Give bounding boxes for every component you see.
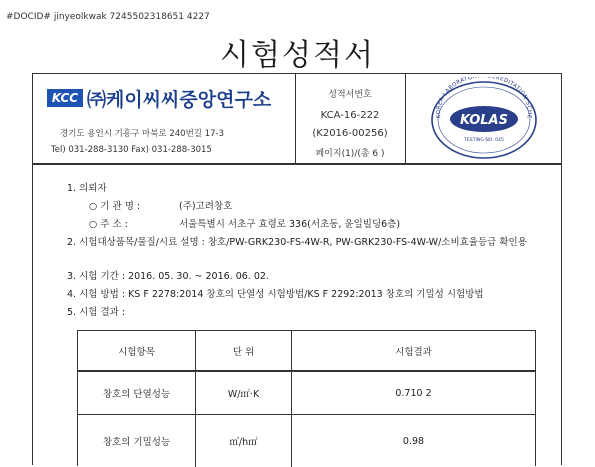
document-id: #DOCID# jinyeolkwak 7245502318651 4227 xyxy=(6,12,210,22)
client-heading: 1. 의뢰자 xyxy=(67,183,107,194)
cert-number-label: 성적서번호 xyxy=(328,90,372,100)
kolas-block xyxy=(405,74,561,163)
page-title: 시험성적서 xyxy=(220,38,375,73)
table-header-row xyxy=(78,331,535,372)
cert-number: KCA-16-222 xyxy=(320,110,380,121)
result-heading: 5. 시험 결과 : xyxy=(67,307,126,318)
header-unit: 단 위 xyxy=(196,331,292,370)
page-indicator: 페이지(1)/(총 6 ) xyxy=(315,149,385,159)
kolas-mark: KOLAS xyxy=(459,113,509,128)
address-label: ○ 주 소 : xyxy=(89,219,128,230)
org-label: ○ 기 관 명 : xyxy=(89,201,141,212)
certificate-frame xyxy=(32,73,562,465)
row-unit: ㎥/h㎡ xyxy=(196,415,292,467)
company-block xyxy=(33,74,296,163)
result-table xyxy=(77,330,536,466)
company-name: ㈜케이씨씨중앙연구소 xyxy=(87,89,272,111)
company-address: 경기도 용인시 기흥구 마북로 240번길 17-3 xyxy=(60,129,224,139)
header-test-item: 시험항목 xyxy=(78,331,196,370)
certificate-number-block xyxy=(295,74,406,163)
company-phone: Tel) 031-288-3130 Fax) 031-288-3015 xyxy=(51,145,212,155)
test-method: 4. 시험 방법 : KS F 2278:2014 창호의 단열성 시험방법/KS F 2292:2013 창호의 기밀성 시험방법 xyxy=(67,289,484,300)
row-test-item: 창호의 단열성능 xyxy=(78,372,196,414)
row-unit: W/㎡·K xyxy=(196,372,292,414)
kolas-seal-icon xyxy=(429,77,539,159)
org-value: (주)고려창호 xyxy=(179,201,233,212)
table-row xyxy=(78,415,535,467)
row-result: 0.98 xyxy=(402,435,425,447)
row-result: 0.710 2 xyxy=(395,387,432,399)
sample-description: 2. 시험대상품목/물질/시료 설명 : 창호/PW-GRK230-FS-4W-R, PW-GRK230-FS-4W-W/소비효율등급 확인용 xyxy=(67,237,527,248)
test-period: 3. 시험 기간 : 2016. 05. 30. ~ 2016. 06. 02. xyxy=(67,271,269,282)
kolas-testing-no: TESTING NO. 045 xyxy=(464,138,504,143)
kolas-arc-text: KOREA LABORATOR CREDITATION SCHE xyxy=(435,77,533,120)
kcc-logo-icon: KCC xyxy=(47,89,83,107)
row-test-item: 창호의 기밀성능 xyxy=(78,415,196,467)
cert-sub-number: (K2016-00256) xyxy=(312,128,388,139)
address-value: 서울특별시 서초구 효령로 336(서초동, 윤일빌딩6층) xyxy=(179,219,401,230)
certificate-header xyxy=(33,74,561,165)
table-row xyxy=(78,372,535,415)
header-result: 시험결과 xyxy=(395,346,432,358)
